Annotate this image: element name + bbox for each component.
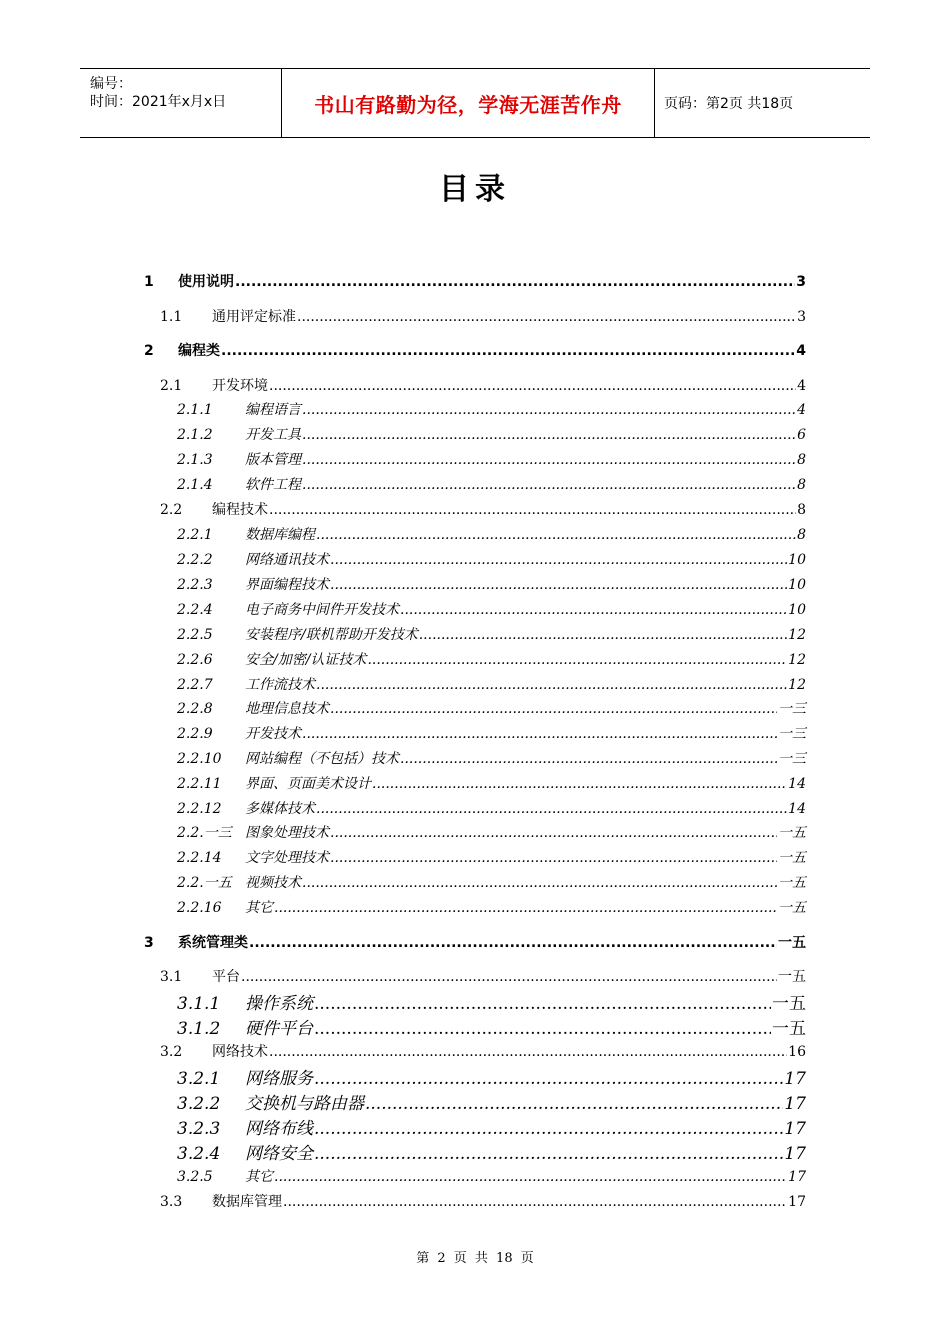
toc-leader-dots [302,477,796,493]
toc-entry-title: 安全/加密/认证技术 [245,652,367,668]
toc-entry-page: 10 [788,552,806,568]
toc-entry-number: 2.2.一三 [177,825,232,841]
toc-entry-title: 界面、页面美术设计 [245,776,371,792]
toc-entry-title: 交换机与路由器 [245,1094,364,1114]
toc-entry[interactable] [177,424,806,444]
toc-entry-number: 3 [144,935,154,951]
toc-entry-number: 3.2.2 [177,1094,221,1114]
toc-entry[interactable] [177,897,806,917]
toc-entry-page: 3 [797,309,806,325]
toc-entry-title: 编程语言 [245,402,301,418]
toc-entry-title: 开发工具 [245,427,301,443]
page-footer: 第 2 页 共 18 页 [416,1251,534,1266]
toc-entry-page: 17 [788,1194,806,1210]
toc-entry-page: 一五 [778,900,806,916]
toc-leader-dots [269,1044,787,1060]
toc-entry-page: 3 [796,274,806,290]
toc-entry-number: 3.1.1 [177,994,221,1014]
toc-entry-title: 系统管理类 [178,935,248,951]
toc-entry-title: 文字处理技术 [245,850,329,866]
document-time-label: 时间：2021年x月x日 [90,94,227,110]
toc-leader-dots [330,825,777,841]
toc-entry[interactable] [177,1114,806,1139]
toc-entry-number: 2.2.12 [177,801,222,817]
toc-entry-page: 一三 [778,701,806,717]
toc-leader-dots [330,850,777,866]
toc-entry-page: 8 [797,452,806,468]
toc-entry-number: 2.2.10 [177,751,222,767]
toc-entry-title: 开发环境 [212,378,268,394]
toc-entry-number: 3.2.5 [177,1169,213,1185]
toc-leader-dots [314,1069,783,1089]
toc-entry[interactable] [177,1139,806,1164]
toc-entry[interactable] [144,932,806,952]
toc-entry-title: 网站编程（不包括）技术 [245,751,399,767]
toc-leader-dots [330,577,787,593]
toc-entry-title: 网络服务 [245,1069,313,1089]
toc-leader-dots [316,677,787,693]
toc-leader-dots [302,402,796,418]
toc-entry-number: 1 [144,274,154,290]
toc-entry[interactable] [177,1064,806,1089]
toc-entry-number: 3.1 [160,969,183,985]
page-info: 页码：第2页 共18页 [664,96,794,112]
toc-leader-dots [241,969,777,985]
header-left-cell [80,69,281,137]
header-page-cell [654,69,870,137]
toc-entry[interactable] [177,822,806,842]
toc-entry[interactable] [177,748,806,768]
toc-entry-number: 2.2.11 [177,776,222,792]
toc-entry[interactable] [177,599,806,619]
toc-entry[interactable] [177,847,806,867]
toc-entry[interactable] [177,723,806,743]
toc-entry[interactable] [177,449,806,469]
toc-entry[interactable] [160,499,806,519]
toc-entry[interactable] [177,624,806,644]
toc-entry[interactable] [177,524,806,544]
toc-entry-number: 3.2.1 [177,1069,221,1089]
toc-entry-page: 一五 [778,969,806,985]
page-title: 目录 [439,172,511,207]
toc-entry-page: 一三 [778,726,806,742]
toc-entry-number: 2.1.2 [177,427,213,443]
toc-entry-page: 4 [797,378,806,394]
toc-leader-dots [269,502,796,518]
toc-leader-dots [400,602,787,618]
toc-entry-page: 17 [784,1119,806,1139]
toc-entry-page: 10 [788,602,806,618]
toc-entry-title: 工作流技术 [245,677,315,693]
toc-entry-title: 网络通讯技术 [245,552,329,568]
toc-entry-number: 2.2.1 [177,527,213,543]
toc-entry-title: 操作系统 [245,994,313,1014]
toc-entry-number: 3.2 [160,1044,183,1060]
toc-leader-dots [249,935,777,951]
toc-entry-title: 数据库编程 [245,527,315,543]
toc-entry-title: 多媒体技术 [245,801,315,817]
toc-entry-page: 8 [797,477,806,493]
toc-entry[interactable] [160,306,806,326]
toc-entry-page: 一五 [778,935,806,951]
toc-entry[interactable] [177,1166,806,1186]
toc-entry-page: 14 [788,776,806,792]
toc-entry-title: 网络布线 [245,1119,313,1139]
toc-entry-page: 一三 [778,751,806,767]
toc-leader-dots [372,776,787,792]
toc-entry-title: 图象处理技术 [245,825,329,841]
toc-leader-dots [316,527,796,543]
toc-entry-title: 网络安全 [245,1144,313,1164]
toc-entry-title: 硬件平台 [245,1019,313,1039]
toc-entry[interactable] [144,271,806,291]
toc-entry-page: 17 [784,1144,806,1164]
toc-entry-title: 其它 [245,1169,273,1185]
toc-entry[interactable] [177,474,806,494]
document-number-label: 编号： [90,76,132,92]
toc-entry-number: 2.2.6 [177,652,213,668]
toc-leader-dots [400,751,777,767]
toc-entry-page: 一五 [778,850,806,866]
toc-entry-page: 4 [796,343,806,359]
toc-entry-number: 2 [144,343,154,359]
toc-entry[interactable] [177,649,806,669]
toc-entry-number: 2.2.9 [177,726,213,742]
toc-entry-title: 视频技术 [245,875,301,891]
toc-entry-number: 1.1 [160,309,183,325]
toc-leader-dots [314,1019,771,1039]
toc-leader-dots [316,801,787,817]
toc-entry-number: 3.1.2 [177,1019,221,1039]
toc-entry-page: 16 [788,1044,806,1060]
toc-entry-title: 软件工程 [245,477,301,493]
toc-leader-dots [367,652,787,668]
toc-entry-number: 3.3 [160,1194,183,1210]
toc-entry-page: 4 [797,402,806,418]
toc-entry[interactable] [160,375,806,395]
header-table [80,68,870,138]
toc-entry-page: 8 [797,502,806,518]
toc-leader-dots [235,274,795,290]
toc-leader-dots [269,378,796,394]
toc-entry-title: 地理信息技术 [245,701,329,717]
toc-entry[interactable] [144,340,806,360]
toc-entry[interactable] [177,798,806,818]
header-motto-cell [281,69,655,137]
toc-entry-number: 2.1 [160,378,183,394]
toc-entry-page: 一五 [778,875,806,891]
toc-entry-page: 一五 [778,825,806,841]
toc-entry-title: 平台 [212,969,240,985]
toc-leader-dots [283,1194,787,1210]
toc-entry[interactable] [160,1191,806,1211]
toc-leader-dots [330,701,777,717]
toc-entry-page: 14 [788,801,806,817]
toc-entry-number: 3.2.4 [177,1144,221,1164]
toc-entry-number: 2.2.4 [177,602,213,618]
toc-entry-page: 8 [797,527,806,543]
toc-entry-title: 界面编程技术 [245,577,329,593]
toc-entry[interactable] [177,1089,806,1114]
toc-entry[interactable] [177,698,806,718]
toc-entry-page: 一五 [772,1019,806,1039]
toc-entry[interactable] [177,872,806,892]
toc-entry-number: 2.1.4 [177,477,213,493]
toc-entry-number: 2.2.2 [177,552,213,568]
toc-entry-number: 2.2.3 [177,577,213,593]
toc-entry-number: 2.1.3 [177,452,213,468]
toc-leader-dots [419,627,787,643]
toc-entry-number: 2.2.一五 [177,875,232,891]
toc-entry[interactable] [177,674,806,694]
toc-entry[interactable] [160,966,806,986]
toc-leader-dots [330,552,787,568]
toc-entry[interactable] [177,574,806,594]
toc-entry-page: 12 [788,652,806,668]
toc-leader-dots [302,875,777,891]
toc-entry-number: 2.1.1 [177,402,213,418]
toc-entry-page: 17 [784,1069,806,1089]
toc-entry-page: 17 [784,1094,806,1114]
toc-leader-dots [314,1144,783,1164]
toc-leader-dots [314,1119,783,1139]
toc-entry-number: 2.2.7 [177,677,213,693]
toc-entry[interactable] [160,1041,806,1061]
toc-leader-dots [302,427,796,443]
toc-entry-title: 使用说明 [178,274,234,290]
toc-leader-dots [365,1094,783,1114]
toc-entry-page: 6 [797,427,806,443]
toc-leader-dots [274,1169,787,1185]
toc-entry-title: 开发技术 [245,726,301,742]
toc-entry-page: 10 [788,577,806,593]
toc-entry-title: 编程技术 [212,502,268,518]
toc-leader-dots [221,343,795,359]
toc-entry-title: 其它 [245,900,273,916]
toc-entry-title: 通用评定标准 [212,309,296,325]
toc-entry[interactable] [177,1014,806,1039]
toc-leader-dots [297,309,796,325]
motto-text: 书山有路勤为径，学海无涯苦作舟 [314,92,622,117]
toc-entry-page: 17 [788,1169,806,1185]
toc-entry-number: 2.2.8 [177,701,213,717]
toc-entry-number: 3.2.3 [177,1119,221,1139]
toc-entry[interactable] [177,549,806,569]
toc-entry-title: 数据库管理 [212,1194,282,1210]
toc-entry-title: 编程类 [178,343,220,359]
toc-entry-page: 12 [788,627,806,643]
toc-leader-dots [302,452,796,468]
toc-entry-title: 安装程序/联机帮助开发技术 [245,627,418,643]
toc-entry-number: 2.2 [160,502,183,518]
toc-entry-number: 2.2.14 [177,850,222,866]
toc-leader-dots [274,900,777,916]
toc-leader-dots [302,726,777,742]
toc-entry-title: 网络技术 [212,1044,268,1060]
toc-entry-number: 2.2.5 [177,627,213,643]
toc-entry[interactable] [177,773,806,793]
toc-entry[interactable] [177,399,806,419]
toc-entry[interactable] [177,989,806,1014]
toc-entry-number: 2.2.16 [177,900,222,916]
toc-entry-title: 版本管理 [245,452,301,468]
toc-entry-title: 电子商务中间件开发技术 [245,602,399,618]
toc-entry-page: 12 [788,677,806,693]
toc-leader-dots [314,994,771,1014]
toc-entry-page: 一五 [772,994,806,1014]
